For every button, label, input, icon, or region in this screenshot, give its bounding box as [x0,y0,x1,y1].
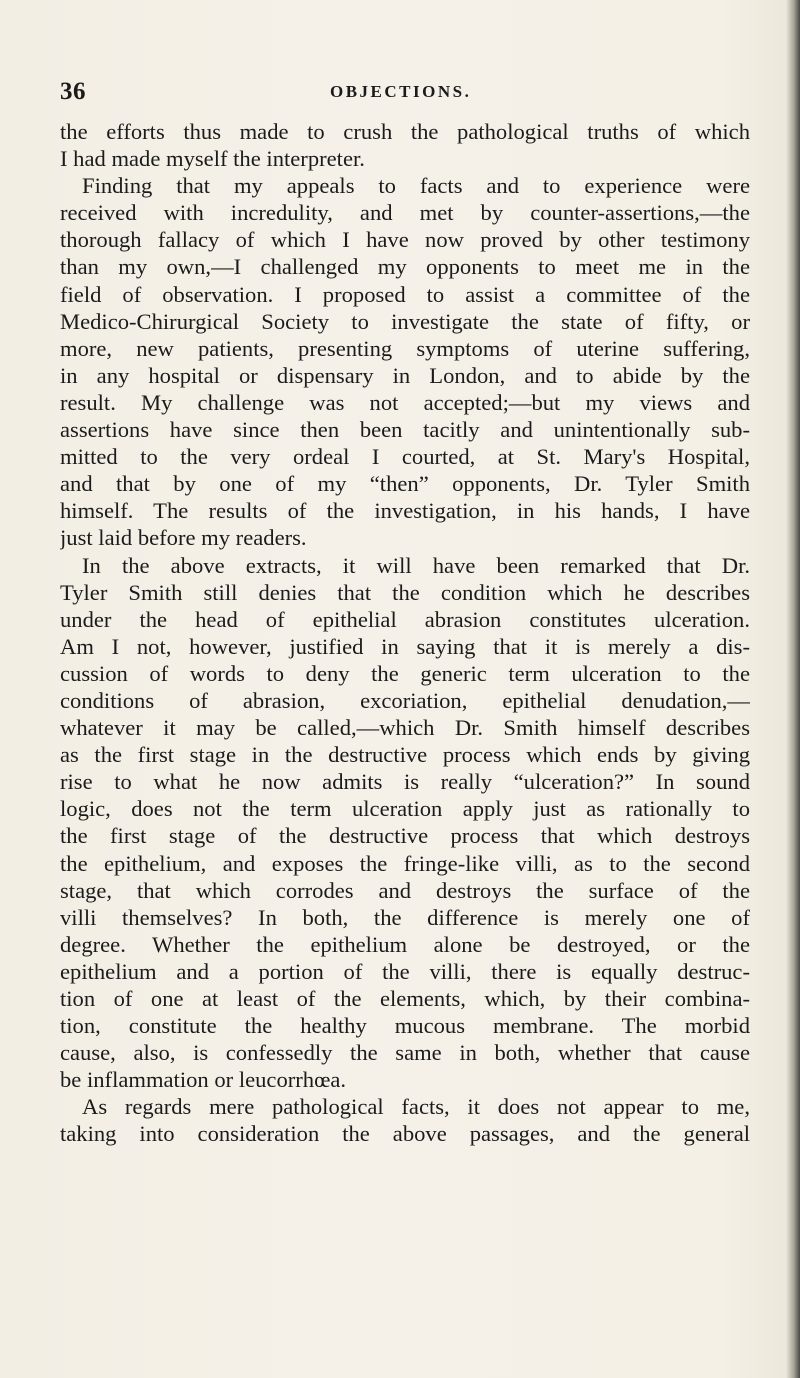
text-line: villi themselves? In both, the difference is merely one of [60,904,750,930]
text-line: than my own,—I challenged my opponents to meet me in the [60,254,750,280]
text-line: thorough fallacy of which I have now proved by other testimony [60,227,750,253]
text-line: As regards mere pathological facts, it does not appear to me, [82,1094,750,1120]
text-line: Finding that my appeals to facts and to experience were [82,173,750,199]
text-line: under the head of epithelial abrasion constitutes ulceration. [60,606,750,632]
text-line: rise to what he now admits is really “ulceration?” In sound [60,769,750,795]
text-line: I had made myself the interpreter. [60,146,365,172]
text-line: Medico-Chirurgical Society to investigate the state of fifty, or [60,308,750,334]
text-line: mitted to the very ordeal I courted, at St. Mary's Hospital, [60,444,750,470]
text-line: result. My challenge was not accepted;—but my views and [60,389,750,415]
text-line: received with incredulity, and met by counter-assertions,—the [60,200,750,226]
text-line: conditions of abrasion, excoriation, epithelial denudation,— [60,687,750,713]
text-line: Tyler Smith still denies that the condition which he describes [60,579,750,605]
text-line: epithelium and a portion of the villi, there is equally destruc- [60,958,750,984]
text-line: whatever it may be called,—which Dr. Smith himself describes [60,715,750,741]
text-line: tion, constitute the healthy mucous membrane. The morbid [60,1013,750,1039]
text-line: degree. Whether the epithelium alone be destroyed, or the [60,931,750,957]
text-line: field of observation. I proposed to assist a committee of the [60,281,750,307]
text-line: cause, also, is confessedly the same in both, whether that cause [60,1040,750,1066]
page-number: 36 [60,78,86,105]
text-line: in any hospital or dispensary in London, and to abide by the [60,362,750,388]
body-text [60,118,750,1148]
text-line: taking into consideration the above passages, and the general [60,1121,750,1147]
page-header [60,78,750,108]
text-line: tion of one at least of the elements, which, by their combina- [60,986,750,1011]
page-edge-shadow [786,0,800,1378]
text-line: stage, that which corrodes and destroys the surface of the [60,877,750,903]
text-line: more, new patients, presenting symptoms of uterine suffering, [60,335,750,361]
text-line: the epithelium, and exposes the fringe-like villi, as to the second [60,850,750,876]
text-line: assertions have since then been tacitly and unintentionally sub- [60,417,750,443]
text-line: just laid before my readers. [60,525,307,551]
running-title: OBJECTIONS. [330,82,472,101]
text-line: as the first stage in the destructive process which ends by giving [60,742,750,768]
text-line: In the above extracts, it will have been remarked that Dr. [82,552,750,578]
text-line: himself. The results of the investigation, in his hands, I have [60,498,750,524]
text-line: be inflammation or leucorrhœa. [60,1067,347,1093]
text-line: Am I not, however, justified in saying that it is merely a dis- [60,633,750,659]
text-line: cussion of words to deny the generic term ulceration to the [60,660,750,686]
text-line: logic, does not the term ulceration apply just as rationally to [60,796,750,822]
text-line: the first stage of the destructive process that which destroys [60,823,750,849]
text-line: the efforts thus made to crush the pathological truths of which [60,119,750,144]
text-line: and that by one of my “then” opponents, Dr. Tyler Smith [60,471,750,497]
